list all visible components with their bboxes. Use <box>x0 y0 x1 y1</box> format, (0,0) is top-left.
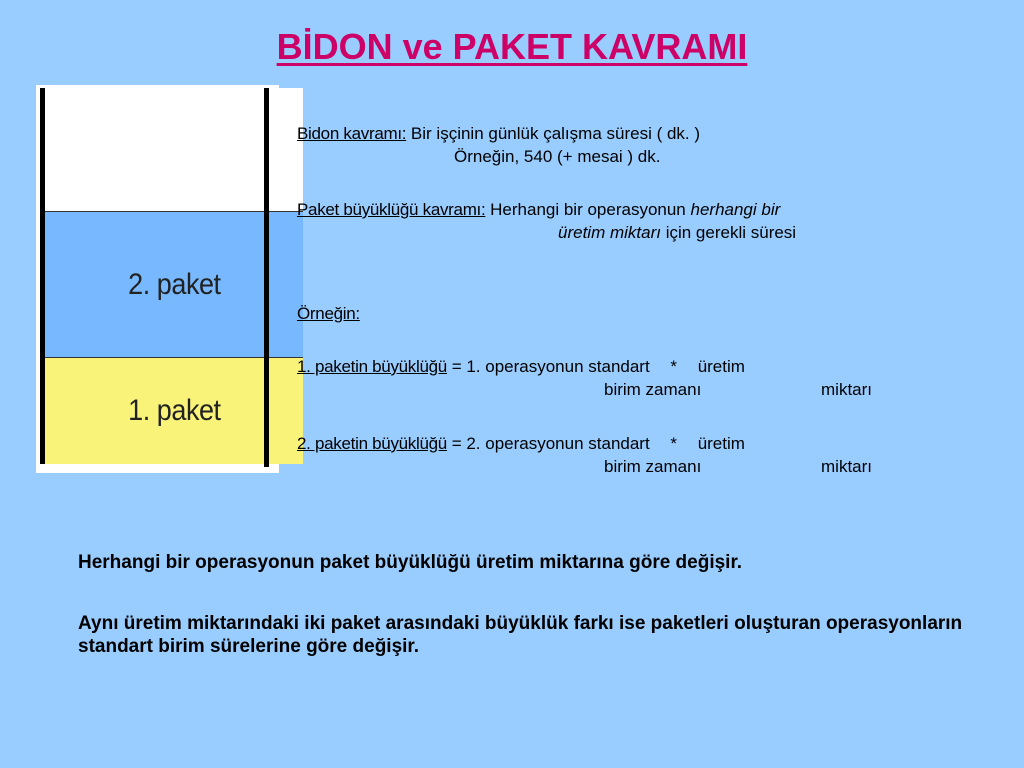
paket-text2: için gerekli süresi <box>665 223 797 242</box>
multiply-symbol: * <box>670 434 677 453</box>
formula2-right: üretim <box>697 434 745 453</box>
paket-definition <box>297 198 987 244</box>
formula1-eq: = 1. operasyonun standart <box>451 357 650 376</box>
bidon-diagram <box>36 85 279 473</box>
container-right-wall <box>264 88 269 467</box>
bidon-label: Bidon kavramı: <box>297 124 407 143</box>
formula1-sub2: miktarı <box>821 380 872 399</box>
bidon-line1: Bir işçinin günlük çalışma süresi ( dk. ) <box>410 124 701 143</box>
formula2-sub1: birim zamanı <box>604 457 702 476</box>
formula2-eq: = 2. operasyonun standart <box>451 434 650 453</box>
slide-title: BİDON ve PAKET KAVRAMI <box>276 26 748 67</box>
formula-1 <box>297 355 997 401</box>
formula-2 <box>297 432 997 478</box>
paket-italic2: üretim miktarı <box>558 223 661 242</box>
multiply-symbol: * <box>670 357 677 376</box>
ornegin-heading <box>297 302 360 325</box>
paket-label: Paket büyüklüğü kavramı: <box>297 200 486 219</box>
paket-italic1: herhangi bir <box>690 200 781 219</box>
segment-label: 2. paket <box>127 267 221 301</box>
formula1-label: 1. paketin büyüklüğü <box>297 357 447 376</box>
formula2-label: 2. paketin büyüklüğü <box>297 434 447 453</box>
formula1-sub1: birim zamanı <box>604 380 702 399</box>
bidon-definition <box>297 122 977 168</box>
bidon-line2: Örneğin, 540 (+ mesai ) dk. <box>454 147 661 166</box>
formula2-sub2: miktarı <box>821 457 872 476</box>
paket-text1: Herhangi bir operasyonun <box>490 200 686 219</box>
ornegin-label: Örneğin: <box>297 304 360 323</box>
conclusion-2: Aynı üretim miktarındaki iki paket arasındaki büyüklük farkı ise paketleri oluşturan operasyonların standart birim sürelerine göre değişir. <box>78 613 963 657</box>
conclusion-1: Herhangi bir operasyonun paket büyüklüğü üretim miktarına göre değişir. <box>78 552 743 573</box>
formula1-right: üretim <box>697 357 745 376</box>
segment-label: 1. paket <box>127 394 221 427</box>
